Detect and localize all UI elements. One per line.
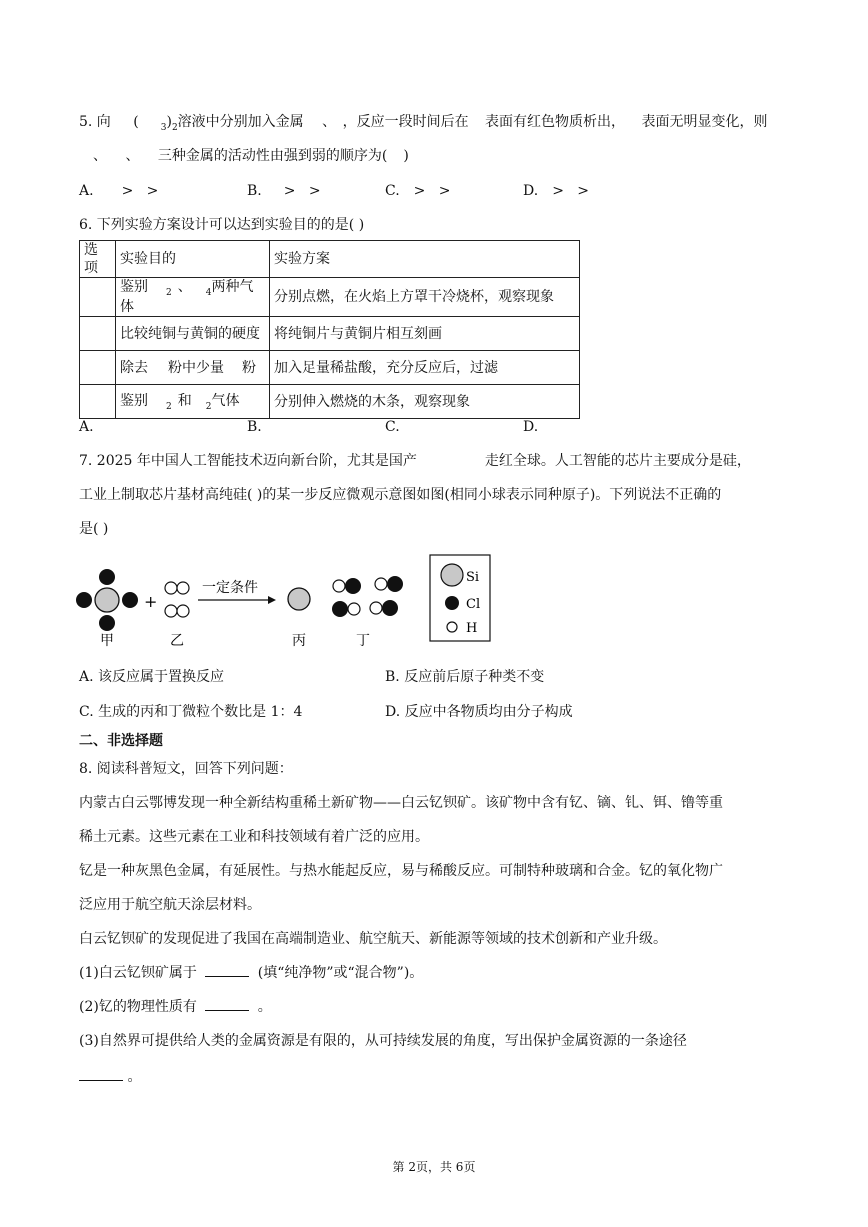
option-text: > > bbox=[283, 183, 321, 199]
q7-option-b[interactable] bbox=[385, 668, 544, 686]
cell-text: 粉中少量 bbox=[168, 359, 224, 376]
table-row bbox=[80, 278, 580, 317]
q8-para1-line2: 稀土元素。这些元素在工业和科技领域有着广泛的应用。 bbox=[79, 829, 429, 845]
q7-option-c[interactable] bbox=[79, 703, 302, 721]
arrow-head-icon bbox=[268, 596, 276, 604]
cell-text: 鉴别 bbox=[120, 279, 148, 295]
q5-option-d[interactable] bbox=[523, 182, 589, 200]
table-cell-plan: 分别伸入燃烧的木条，观察现象 bbox=[270, 385, 580, 419]
sub1-text: (填“纯净物”或“混合物”)。 bbox=[257, 965, 424, 981]
q8-para2-line2: 泛应用于航空航天涂层材料。 bbox=[79, 897, 261, 913]
cell-text: 粉 bbox=[242, 359, 256, 376]
legend-cl-marker bbox=[445, 596, 459, 610]
section-heading: 二、非选择题 bbox=[79, 733, 163, 749]
table-header: 实验目的 bbox=[116, 241, 270, 278]
q7-line3: 是( ) bbox=[79, 521, 109, 537]
q5-text: 、 bbox=[322, 114, 337, 130]
option-label: A. bbox=[79, 669, 94, 685]
cell-text: 除去 bbox=[120, 359, 148, 376]
label-bing: 丙 bbox=[292, 633, 306, 649]
table-row bbox=[80, 317, 580, 351]
option-label: D. bbox=[523, 183, 539, 199]
q5-text: 三种金属的活动性由强到弱的顺序为( bbox=[157, 148, 388, 164]
q5-option-c[interactable] bbox=[385, 182, 450, 200]
q6-option-d[interactable]: D. bbox=[523, 419, 539, 435]
cell-text: 两种气体 bbox=[120, 279, 254, 315]
label-jia: 甲 bbox=[100, 633, 114, 649]
table-row bbox=[80, 351, 580, 385]
table-cell-purpose bbox=[116, 385, 270, 419]
table-cell-plan: 加入足量稀盐酸，充分反应后，过滤 bbox=[270, 351, 580, 385]
option-label: A. bbox=[79, 183, 94, 199]
legend-h-label: H bbox=[466, 621, 478, 636]
answer-blank-2[interactable] bbox=[205, 998, 249, 1011]
legend-cl-label: Cl bbox=[466, 597, 481, 612]
q5-line2 bbox=[93, 147, 409, 165]
legend-si-label: Si bbox=[466, 570, 480, 585]
option-text: 反应前后原子种类不变 bbox=[404, 669, 545, 685]
option-text: 该反应属于置换反应 bbox=[98, 669, 225, 685]
label-ding: 丁 bbox=[356, 633, 370, 649]
cell-text: 气体 bbox=[211, 392, 240, 409]
q5-subscript: 3 bbox=[160, 123, 167, 133]
label-yi: 乙 bbox=[170, 633, 184, 649]
q5-text: 表面无明显变化，则 bbox=[641, 114, 768, 130]
q5-text: 、 bbox=[93, 148, 107, 164]
table-cell-option bbox=[80, 278, 116, 317]
legend-h-marker bbox=[447, 622, 457, 632]
sub2-text: 。 bbox=[257, 999, 272, 1015]
cell-subscript: 2 bbox=[166, 288, 172, 298]
q8-para2-line1: 钇是一种灰黑色金属，有延展性。与热水能起反应，易与稀酸反应。可制特种玻璃和合金。钇的氧化物广 bbox=[79, 863, 723, 879]
table-header: 选项 bbox=[80, 241, 116, 278]
q7-option-a[interactable] bbox=[79, 668, 224, 686]
option-text: 反应中各物质均由分子构成 bbox=[404, 704, 573, 720]
table-cell-plan: 将纯铜片与黄铜片相互刻画 bbox=[270, 317, 580, 351]
sub3-end: 。 bbox=[127, 1069, 142, 1085]
q8-sub3: (3)自然界可提供给人类的金属资源是有限的，从可持续发展的角度，写出保护金属资源的一条途径 bbox=[79, 1033, 687, 1049]
answer-blank-3[interactable] bbox=[79, 1068, 123, 1081]
experiment-table bbox=[79, 240, 580, 419]
q5-text: 表面有红色物质析出， bbox=[485, 114, 626, 130]
option-label: B. bbox=[385, 669, 400, 685]
cell-text: 鉴别 bbox=[120, 392, 148, 409]
table-header: 实验方案 bbox=[270, 241, 580, 278]
cell-subscript: 4 bbox=[205, 288, 212, 298]
q7-text: 7. 2025 年中国人工智能技术迈向新台阶，尤其是国产 bbox=[79, 453, 417, 469]
cell-text: 、 bbox=[177, 279, 192, 295]
reaction-condition: 一定条件 bbox=[202, 580, 258, 596]
q8-sub2 bbox=[79, 998, 272, 1016]
molecule-jia bbox=[76, 569, 138, 631]
table-cell-option bbox=[80, 317, 116, 351]
cell-subscript: 2 bbox=[166, 401, 172, 412]
q5-text: ) bbox=[166, 114, 172, 130]
q8-sub1 bbox=[79, 964, 423, 982]
sub2-text: (2)钇的物理性质有 bbox=[79, 999, 197, 1015]
answer-blank-1[interactable] bbox=[205, 964, 249, 977]
q5-text: 溶液中分别加入金属 bbox=[177, 114, 304, 130]
table-row bbox=[80, 385, 580, 419]
table-cell-plan: 分别点燃，在火焰上方罩干冷烧杯，观察现象 bbox=[270, 278, 580, 317]
table-cell-purpose bbox=[116, 278, 270, 317]
option-label: C. bbox=[79, 704, 94, 720]
option-label: D. bbox=[385, 704, 401, 720]
sub1-text: (1)白云钇钡矿属于 bbox=[79, 965, 197, 981]
molecule-yi bbox=[165, 582, 189, 617]
q7-line2: 工业上制取芯片基材高纯硅( )的某一步反应微观示意图如图(相同小球表示同种原子)。下列说法不正确的 bbox=[79, 487, 722, 503]
reaction-diagram bbox=[70, 550, 510, 650]
q5-text: ) bbox=[403, 148, 409, 164]
q5-text: ，反应一段时间后在 bbox=[342, 114, 469, 130]
cell-text: 和 bbox=[177, 392, 192, 409]
table-header-row bbox=[80, 241, 580, 278]
q8-para1-line1: 内蒙古白云鄂博发现一种全新结构重稀土新矿物——白云钇钡矿。该矿物中含有钇、镝、钆、铒、镥等重 bbox=[79, 795, 723, 811]
q6-option-c[interactable]: C. bbox=[385, 419, 400, 435]
table-cell-purpose bbox=[116, 351, 270, 385]
q8-para3: 白云钇钡矿的发现促进了我国在高端制造业、航空航天、新能源等领域的技术创新和产业升级。 bbox=[79, 931, 667, 947]
cell-text: 比较纯铜与黄铜的硬度 bbox=[120, 325, 260, 342]
q8-sub3-answer-line bbox=[79, 1068, 141, 1086]
q8-stem: 8. 阅读科普短文，回答下列问题： bbox=[79, 761, 293, 777]
q5-text: ( bbox=[133, 114, 139, 130]
option-text: > > bbox=[121, 183, 159, 199]
q5-option-a[interactable] bbox=[79, 182, 158, 200]
table-cell-option bbox=[80, 351, 116, 385]
molecule-bing bbox=[288, 588, 310, 610]
molecule-ding bbox=[332, 576, 403, 617]
legend-si-marker bbox=[441, 564, 463, 586]
q7-text: 走红全球。人工智能的芯片主要成分是硅， bbox=[484, 453, 751, 469]
q5-subscript: 2 bbox=[171, 123, 178, 133]
q6-stem: 6. 下列实验方案设计可以达到实验目的的是( ) bbox=[79, 217, 365, 233]
option-text: 生成的丙和丁微粒个数比是 1：4 bbox=[98, 704, 303, 720]
option-text: > > bbox=[413, 183, 451, 199]
q7-option-d[interactable] bbox=[385, 703, 573, 721]
page-footer: 第 2页，共 6页 bbox=[392, 1160, 476, 1174]
table-cell-option bbox=[80, 385, 116, 419]
option-label: B. bbox=[247, 183, 262, 199]
cell-subscript: 2 bbox=[205, 401, 212, 412]
q5-option-b[interactable] bbox=[247, 182, 321, 200]
q5-text: 、 bbox=[125, 148, 140, 164]
option-text: > > bbox=[552, 183, 589, 199]
q5-line1 bbox=[79, 113, 767, 133]
option-label: C. bbox=[385, 183, 400, 199]
q6-option-b[interactable]: B. bbox=[247, 419, 262, 435]
table-cell-purpose bbox=[116, 317, 270, 351]
plus-sign: + bbox=[144, 592, 158, 611]
legend-box bbox=[430, 555, 490, 641]
q5-text: 5. 向 bbox=[79, 114, 111, 130]
q6-option-a[interactable]: A. bbox=[79, 419, 94, 435]
q7-line1 bbox=[79, 452, 751, 470]
